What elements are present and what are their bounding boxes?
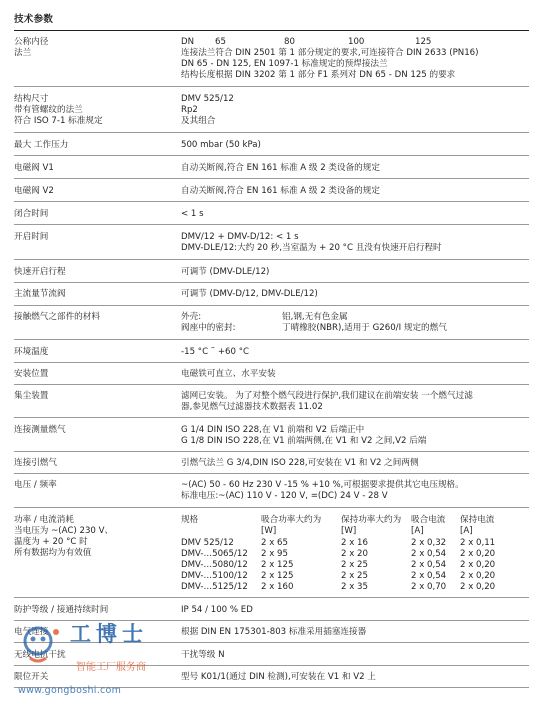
nominal-label: 公称内径 (14, 37, 49, 47)
power-table-header: [W] (261, 526, 277, 536)
voltage-value-1: ~(AC) 50 - 60 Hz 230 V -15 % +10 %,可根据要求提供其它电压规格。 (181, 480, 464, 490)
row-divider (14, 507, 529, 508)
material-label: 接触燃气之部件的材料 (14, 312, 100, 322)
measure-label: 连接测量燃气 (14, 425, 66, 435)
voltage-value-2: 标准电压:~(AC) 110 V - 120 V, =(DC) 24 V - 28 V (181, 491, 388, 501)
power-table-cell: 2 x 35 (341, 582, 368, 592)
header-rule (14, 30, 529, 31)
dust-value-2: 器,参见燃气过滤器技术数据表 11.02 (181, 402, 323, 412)
design-label: 结构尺寸 (14, 94, 49, 104)
main-flow-label: 主流量节流阀 (14, 289, 66, 299)
radio-value: 干扰等级 N (181, 650, 225, 660)
power-table-header: [W] (341, 526, 357, 536)
power-table-cell: 2 x 16 (341, 538, 368, 548)
power-table-header: 吸合功率大约为 (261, 515, 322, 525)
row-divider (14, 201, 529, 202)
robot-logo-icon (16, 624, 68, 668)
ambient-value: -15 °C ˜ +60 °C (181, 347, 249, 357)
row-divider (14, 224, 529, 225)
power-table-cell: 2 x 160 (261, 582, 294, 592)
dn-65: 65 (215, 37, 226, 47)
radio-label: 无线电抗干扰 (14, 650, 66, 660)
material-seal-value: 丁晴橡胶(NBR),适用于 G260/I 规定的燃气 (282, 323, 447, 333)
quick-label: 快速开启行程 (14, 267, 66, 277)
measure-value-2: G 1/8 DIN ISO 228,在 V1 前端两侧,在 V1 和 V2 之间,V2 后端 (181, 436, 427, 446)
dn-125: 125 (415, 37, 432, 47)
material-housing-key: 外壳: (181, 312, 202, 322)
row-divider (14, 178, 529, 179)
watermark (14, 620, 204, 710)
flange-value-3: 结构长度根据 DIN 3202 第 1 部分 F1 系列对 DN 65 - DN 125 的要求 (181, 70, 456, 80)
dust-value-1: 滤网已安装。 为了对整个燃气段进行保护,我们建议在前端安装 一个燃气过滤 (181, 391, 473, 401)
design-label-2: 带有管螺纹的法兰 (14, 105, 83, 115)
power-table-cell: 2 x 95 (261, 549, 288, 559)
watermark-brand: 工博士 (70, 621, 148, 646)
dn-prefix: DN (181, 37, 195, 47)
material-housing-value: 铝,钢,无有色金属 (282, 312, 348, 322)
electrical-label: 电气连接 (14, 627, 49, 637)
row-divider (14, 473, 529, 474)
power-table-cell: DMV-…5065/12 (181, 549, 248, 559)
watermark-subtitle: 智能工厂服务商 (76, 662, 146, 673)
power-label-3: 温度为 + 20 °C 时 (14, 537, 88, 547)
material-seal-key: 阀座中的密封: (181, 323, 236, 333)
power-table-cell: 2 x 0,32 (411, 538, 447, 548)
measure-value-1: G 1/4 DIN ISO 228,在 V1 前端和 V2 后端正中 (181, 425, 365, 435)
voltage-label: 电压 / 频率 (14, 480, 57, 490)
row-divider (14, 282, 529, 283)
protection-label: 防护等级 / 接通持续时间 (14, 605, 109, 615)
power-table-cell: 2 x 0,20 (460, 571, 496, 581)
opening-value-2: DMV-DLE/12:大约 20 秒,当室温为 + 20 °C 且没有快速开启行程时 (181, 243, 442, 253)
valve1-value: 自动关断阀,符合 EN 161 标准 A 级 2 类设备的规定 (181, 163, 380, 173)
power-label-4: 所有数据均为有效值 (14, 548, 92, 558)
row-divider (14, 132, 529, 133)
dust-label: 集尘装置 (14, 391, 49, 401)
row-divider (14, 259, 529, 260)
power-table-cell: 2 x 0,20 (460, 549, 496, 559)
dn-sizes (181, 37, 531, 48)
power-table-cell: DMV-…5080/12 (181, 560, 248, 570)
main-flow-value: 可调节 (DMV-D/12, DMV-DLE/12) (181, 289, 318, 299)
power-table-cell: 2 x 20 (341, 549, 368, 559)
valve1-label: 电磁阀 V1 (14, 163, 54, 173)
design-value-1: DMV 525/12 (181, 94, 234, 104)
ignition-value: 引燃气法兰 G 3/4,DIN ISO 228,可安装在 V1 和 V2 之间两侧 (181, 458, 419, 468)
power-table-header: 规格 (181, 515, 199, 525)
power-table-cell: DMV 525/12 (181, 538, 234, 548)
power-table-header: [A] (411, 526, 424, 536)
power-table-cell: 2 x 25 (341, 560, 368, 570)
design-value-2: Rp2 (181, 105, 198, 115)
power-table-cell: 2 x 0,54 (411, 571, 447, 581)
dn-100: 100 (348, 37, 365, 47)
design-value-3: 及其组合 (181, 116, 216, 126)
electrical-value: 根据 DIN EN 175301-803 标准采用插塞连接器 (181, 627, 367, 637)
limit-label: 限位开关 (14, 672, 49, 682)
row-divider (14, 339, 529, 340)
install-value: 电磁铁可直立、水平安装 (181, 369, 276, 379)
row-divider (14, 362, 529, 363)
power-label-2: 当电压为 ~(AC) 230 V、 (14, 526, 114, 536)
power-table-header: [A] (460, 526, 473, 536)
ambient-label: 环境温度 (14, 347, 49, 357)
power-table-cell: 2 x 0,54 (411, 560, 447, 570)
power-label: 功率 / 电流消耗 (14, 515, 74, 525)
pressure-value: 500 mbar (50 kPa) (181, 140, 261, 150)
power-table-cell: DMV-…5100/12 (181, 571, 248, 581)
pressure-label: 最大 工作压力 (14, 140, 69, 150)
row-divider (14, 305, 529, 306)
power-table-cell: DMV-…5125/12 (181, 582, 248, 592)
limit-value: 型号 K01/1(通过 DIN 检测),可安装在 V1 和 V2 上 (181, 672, 376, 682)
power-table-cell: 2 x 0,20 (460, 560, 496, 570)
opening-label: 开启时间 (14, 232, 49, 242)
row-divider (14, 417, 529, 418)
opening-value-1: DMV/12 + DMV-D/12: < 1 s (181, 232, 299, 242)
row-divider (14, 86, 529, 87)
install-label: 安装位置 (14, 369, 49, 379)
valve2-label: 电磁阀 V2 (14, 186, 54, 196)
quick-value: 可调节 (DMV-DLE/12) (181, 267, 270, 277)
power-table-cell: 2 x 25 (341, 571, 368, 581)
power-table-cell: 2 x 0,20 (460, 582, 496, 592)
closing-value: < 1 s (181, 209, 204, 219)
closing-label: 闭合时间 (14, 209, 49, 219)
power-table-cell: 2 x 0,54 (411, 549, 447, 559)
design-label-3: 符合 ISO 7-1 标准规定 (14, 116, 103, 126)
flange-value-1: 连接法兰符合 DIN 2501 第 1 部分规定的要求,可连接符合 DIN 2633 (PN16) (181, 48, 479, 58)
power-table-cell: 2 x 125 (261, 571, 294, 581)
valve2-value: 自动关断阀,符合 EN 161 标准 A 级 2 类设备的规定 (181, 186, 380, 196)
row-divider (14, 451, 529, 452)
power-table-cell: 2 x 0,11 (460, 538, 496, 548)
page-title: 技术参数 (14, 14, 54, 25)
row-divider (14, 155, 529, 156)
power-table-header: 吸合电流 (411, 515, 446, 525)
power-table-cell: 2 x 65 (261, 538, 288, 548)
power-table-header: 保持功率大约为 (341, 515, 402, 525)
power-table-cell: 2 x 125 (261, 560, 294, 570)
row-divider (14, 597, 529, 598)
power-table-cell: 2 x 0,70 (411, 582, 447, 592)
flange-value-2: DN 65 - DN 125, EN 1097-1 标准规定的预焊接法兰 (181, 59, 388, 69)
row-divider (14, 384, 529, 385)
ignition-label: 连接引燃气 (14, 458, 57, 468)
watermark-url: www.gongboshi.com (18, 685, 122, 696)
flange-label: 法兰 (14, 48, 32, 58)
power-table-header: 保持电流 (460, 515, 495, 525)
protection-value: IP 54 / 100 % ED (181, 605, 253, 615)
dn-80: 80 (284, 37, 295, 47)
